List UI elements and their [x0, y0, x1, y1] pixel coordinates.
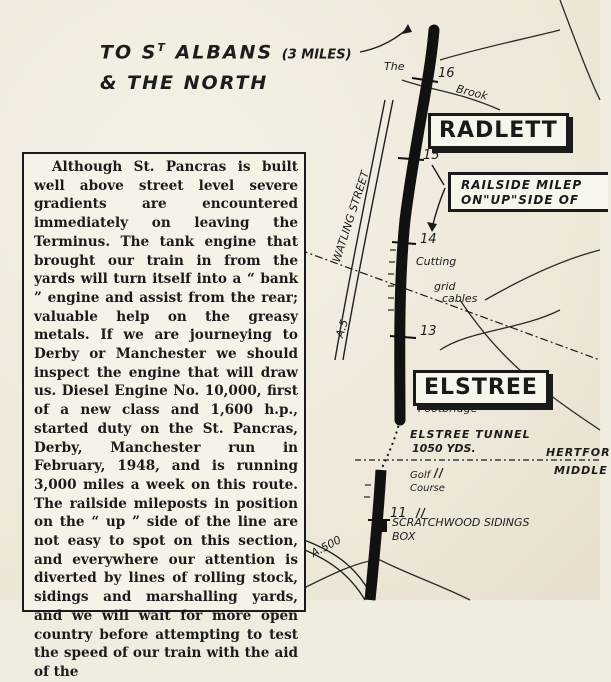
milepost-13: 13 — [420, 324, 437, 339]
label-cables: cables — [442, 292, 478, 305]
north-heading-line2: & THE NORTH — [100, 72, 269, 95]
label-footbridge: Footbridge — [418, 402, 478, 415]
mileposts-arrow-head — [427, 222, 437, 232]
label-scratchwood-sidings: SCRATCHWOOD SIDINGS — [392, 516, 530, 529]
label-grid: grid — [434, 280, 456, 293]
tunnel-dotted — [381, 420, 400, 470]
label-elstree-tunnel: ELSTREE TUNNEL — [410, 428, 531, 441]
road-right-2 — [485, 250, 600, 300]
station-elstree: ELSTREE — [413, 370, 549, 406]
north-arrow-line — [360, 28, 408, 52]
label-middle: MIDDLE — [554, 464, 608, 477]
miles-note: (3 MILES) — [281, 47, 352, 63]
sidings-box-marker — [380, 520, 387, 532]
north-heading: TO $S^T$ ALBANS (3 MILES) & THE NORTH — [100, 41, 352, 95]
label-a500: A.500 — [308, 533, 344, 560]
label-the: The — [384, 60, 405, 73]
label-golf: Golf — [410, 470, 431, 481]
milepost-14: 14 — [420, 232, 437, 247]
label-box: BOX — [392, 530, 416, 543]
mileposts-arrow-line-2 — [432, 165, 444, 185]
railway-line-south — [370, 470, 381, 600]
article-text-box — [22, 152, 306, 680]
label-course: Course — [410, 483, 445, 494]
station-radlett: RADLETT — [428, 113, 569, 149]
milepost-11: 11 — [390, 506, 407, 521]
label-hertford: HERTFOR — [546, 446, 611, 459]
label-a5: A.5 — [333, 317, 352, 340]
label-cutting: Cutting — [416, 255, 457, 268]
road-bottom-2 — [380, 560, 470, 600]
road-right-1 — [560, 0, 600, 100]
label-tunnel-length: 1050 YDS. — [412, 442, 476, 455]
label-watling-street: WATLING STREET — [330, 169, 372, 265]
mileposts-note: RAILSIDE MILEP ON"UP"SIDE OF — [448, 172, 608, 212]
label-brook: Brook — [454, 82, 490, 103]
road-right-3 — [440, 310, 560, 350]
north-arrow-head — [402, 24, 412, 34]
road-top-right — [440, 30, 560, 60]
milepost-16: 16 — [438, 66, 455, 81]
milepost-15: 15 — [423, 148, 440, 163]
road-right-4 — [460, 300, 600, 430]
mileposts-arrow-line — [432, 188, 445, 228]
article-text: Although St. Pancras is built well above street level severe gradients are encountered immediately on leaving the Terminus. The tank engine that brought our train in from the yards will turn itself into a “ bank ” engine and assist from the rear; valuable help on the greasy metals. If we are journeying to Derby or Manchester we should inspect the engine that will draw us. Diesel Engine No. 10,000, first of a new class and 1,600 h.p., started duty on the St. Pancras, Derby, Manchester run in February, 1948, and is running 3,000 miles a week on this route. The railside mileposts in position on the “ up ” side of the line are not easy to spot on this section, and everywhere our attention is diverted by lines of rolling stock, sidings and marshalling yards, and we will wait for more open country before attempting to test the speed of our train with the aid of the — [34, 159, 298, 680]
